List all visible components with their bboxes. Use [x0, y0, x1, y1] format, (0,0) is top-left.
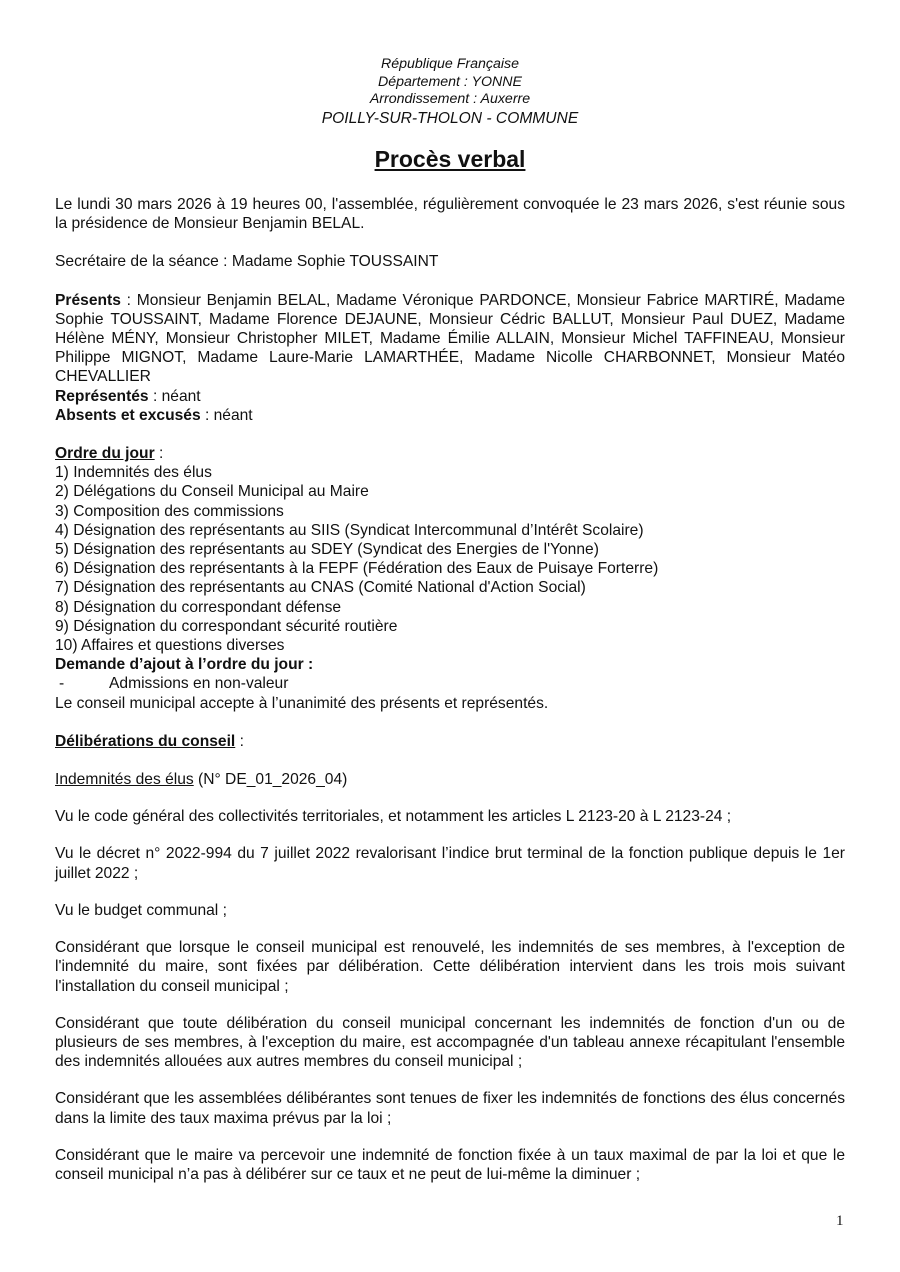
deliberation-paragraph: Considérant que le maire va percevoir une indemnité de fonction fixée à un taux maximal de par la loi et que le conseil municipal n’a pas à délibérer sur ce taux et ne peut de lui-même la diminuer ; [55, 1146, 845, 1183]
representes-value: : néant [148, 387, 201, 405]
ajout-heading [55, 655, 845, 674]
deliberation-title [55, 770, 845, 789]
document-header [0, 56, 900, 128]
deliberations-colon: : [235, 732, 244, 750]
agenda-item: 10) Affaires et questions diverses [55, 637, 285, 655]
document-body [55, 195, 845, 1184]
acceptation-line: Le conseil municipal accepte à l’unanimité des présents et représentés. [55, 694, 549, 712]
presents-paragraph [55, 291, 845, 387]
agenda-item: 6) Désignation des représentants à la FEPF (Fédération des Eaux de Puisaye Forterre) [55, 560, 659, 578]
agenda-item: 2) Délégations du Conseil Municipal au Maire [55, 483, 369, 501]
deliberation-paragraph: Considérant que les assemblées délibérantes sont tenues de fixer les indemnités de fonctions des élus concernés dans la limite des taux maxima prévus par la loi ; [55, 1090, 845, 1127]
ordre-du-jour-heading [55, 444, 845, 463]
secretaire-line: Secrétaire de la séance : Madame Sophie TOUSSAINT [55, 253, 439, 271]
header-commune: POILLY-SUR-THOLON - COMMUNE [321, 109, 579, 127]
agenda-item: 1) Indemnités des élus [55, 464, 212, 482]
deliberation-number: (N° DE_01_2026_04) [193, 771, 348, 789]
agenda-item: 3) Composition des commissions [55, 502, 284, 520]
deliberations-title: Délibérations du conseil [55, 732, 236, 750]
agenda-item: 5) Désignation des représentants au SDEY (Syndicat des Energies de l'Yonne) [55, 541, 599, 559]
deliberations-heading [55, 732, 845, 751]
header-departement: Département : YONNE [377, 73, 523, 90]
agenda-item: 8) Désignation du correspondant défense [55, 598, 342, 616]
page-title: Procès verbal [374, 146, 526, 172]
ajout-item-text: Admissions en non-valeur [109, 675, 289, 693]
header-republique: République Française [380, 56, 520, 72]
agenda-list [55, 463, 845, 655]
representes-line [55, 387, 845, 406]
representes-label: Représentés [55, 387, 149, 405]
agenda-item: 9) Désignation du correspondant sécurité routière [55, 617, 398, 635]
agenda-item: 4) Désignation des représentants au SIIS (Syndicat Intercommunal d’Intérêt Scolaire) [55, 521, 644, 539]
header-arrondissement: Arrondissement : Auxerre [369, 91, 531, 108]
deliberation-paragraph: Considérant que lorsque le conseil municipal est renouvelé, les indemnités de ses membres, à l'exception de l'indemnité du maire, sont fixées par délibération. Cette délibération intervient dans les trois mois suivant l'installation du conseil municipal ; [55, 939, 845, 995]
deliberation-paragraph: Vu le budget communal ; [55, 901, 227, 919]
deliberation-paragraph: Considérant que toute délibération du conseil municipal concernant les indemnités de fonction d'un ou de plusieurs de ses membres, à l'exception du maire, est accompagnée d'un tableau annexe récapitulant l'ensemble des indemnités allouées aux autres membres du conseil municipal ; [55, 1014, 845, 1071]
ordre-du-jour-colon: : [154, 445, 164, 463]
ajout-heading-text: Demande d’ajout à l’ordre du jour : [55, 656, 314, 674]
ajout-item [55, 674, 845, 693]
deliberation-paragraph: Vu le décret n° 2022-994 du 7 juillet 2022 revalorisant l’indice brut terminal de la fonction publique depuis le 1er juillet 2022 ; [55, 845, 845, 882]
absents-label: Absents et excusés [55, 406, 201, 424]
dash-bullet: - [59, 675, 65, 693]
page-number: 1 [836, 1213, 844, 1229]
absents-value: : néant [200, 406, 253, 424]
absents-line [55, 406, 845, 425]
deliberation-paragraph: Vu le code général des collectivités territoriales, et notamment les articles L 2123-20 à L 2123-24 ; [55, 808, 732, 826]
ordre-du-jour-title: Ordre du jour [55, 445, 155, 463]
agenda-item: 7) Désignation des représentants au CNAS (Comité National d'Action Social) [55, 579, 586, 597]
presents-list: : Monsieur Benjamin BELAL, Madame Véronique PARDONCE, Monsieur Fabrice MARTIRÉ, Madame Sophie TOUSSAINT, Madame Florence DEJAUNE, Monsieur Cédric BALLUT, Monsieur Paul DUEZ, Madame Hélène MÉNY, Monsieur Christopher MILET, Madame Émilie ALLAIN, Monsieur Michel TAFFINEAU, Monsieur Philippe MIGNOT, Madame Laure-Marie LAMARTHÉE, Madame Nicolle CHARBONNET, Monsieur Matéo CHEVALLIER [55, 291, 845, 386]
deliberation-subject: Indemnités des élus [55, 771, 194, 789]
intro-paragraph: Le lundi 30 mars 2026 à 19 heures 00, l'assemblée, régulièrement convoquée le 23 mars 2026, s'est réunie sous la présidence de Monsieur Benjamin BELAL. [55, 196, 845, 233]
presents-label: Présents [55, 291, 121, 309]
